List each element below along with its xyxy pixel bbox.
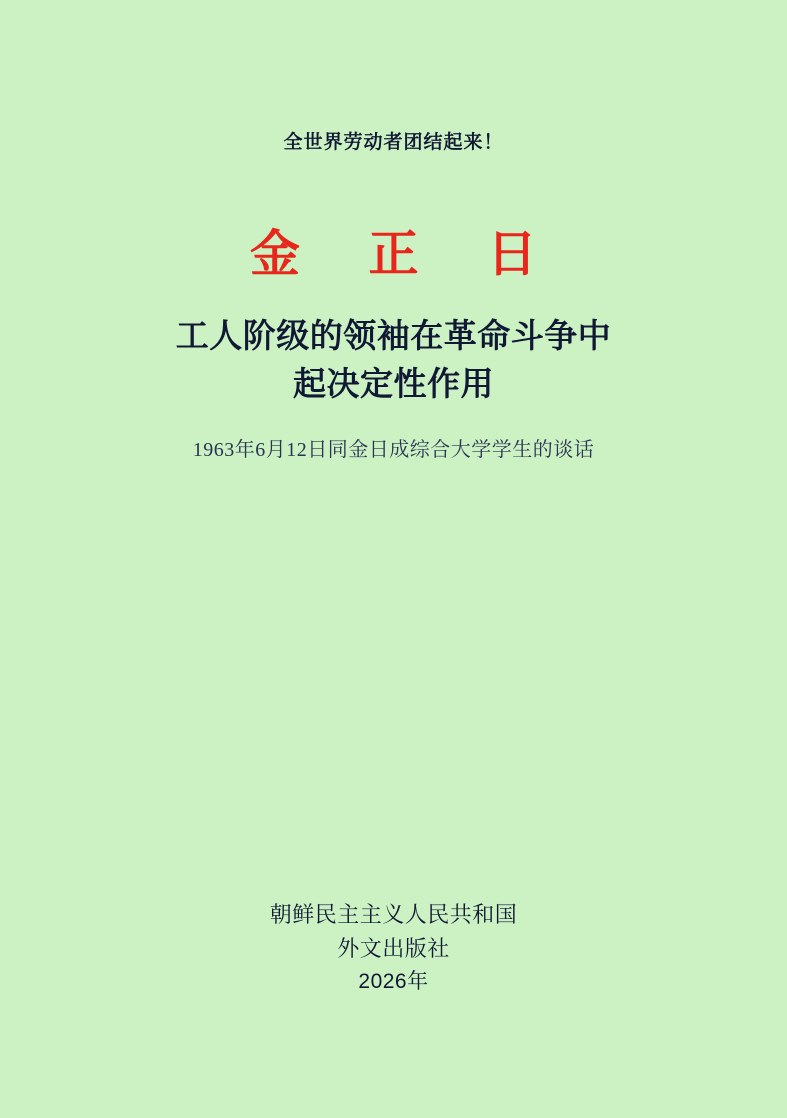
publication-year: 2026年 bbox=[358, 970, 429, 994]
slogan-text: 全世界劳动者团结起来！ bbox=[283, 132, 504, 153]
author-name: 金 正 日 bbox=[250, 225, 565, 282]
title-line-2: 起决定性作用 bbox=[293, 364, 494, 402]
page-title bbox=[176, 312, 612, 408]
title-line-1: 工人阶级的领袖在革命斗争中 bbox=[175, 316, 612, 354]
imprint-block bbox=[0, 898, 787, 999]
publisher-name: 外文出版社 bbox=[337, 936, 450, 962]
subtitle-text: 1963年6月12日同金日成综合大学学生的谈话 bbox=[192, 439, 595, 462]
publisher-country: 朝鲜民主主义人民共和国 bbox=[269, 902, 518, 927]
